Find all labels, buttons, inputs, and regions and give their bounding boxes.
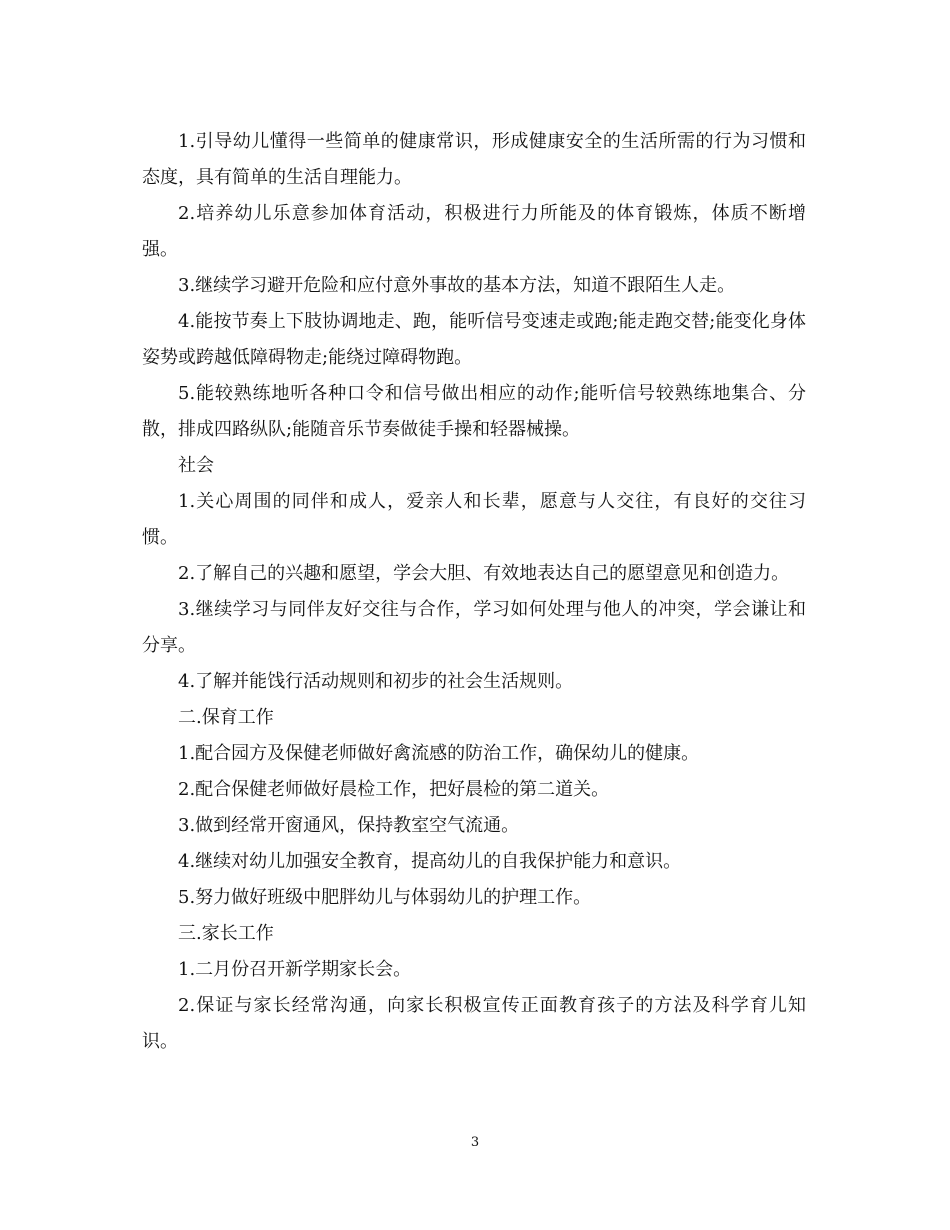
paragraph-health-1: 1.引导幼儿懂得一些简单的健康常识，形成健康安全的生活所需的行为习惯和态度，具有简单的生活自理能力。 xyxy=(142,131,806,188)
paragraph-care-2: 2.配合保健老师做好晨检工作，把好晨检的第二道关。 xyxy=(178,779,610,800)
paragraph-care-1: 1.配合园方及保健老师做好禽流感的防治工作，确保幼儿的健康。 xyxy=(178,743,700,764)
paragraph-social-2: 2.了解自己的兴趣和愿望，学会大胆、有效地表达自己的愿望意见和创造力。 xyxy=(178,563,790,584)
section-heading-parents: 三.家长工作 xyxy=(178,923,274,944)
paragraph-care-4: 4.继续对幼儿加强安全教育，提高幼儿的自我保护能力和意识。 xyxy=(178,851,682,872)
paragraph-health-5: 5.能较熟练地听各种口令和信号做出相应的动作;能听信号较熟练地集合、分散，排成四路纵队;能随音乐节奏做徒手操和轻器械操。 xyxy=(142,383,806,440)
section-heading-social: 社会 xyxy=(178,455,214,476)
paragraph-social-3: 3.继续学习与同伴友好交往与合作，学习如何处理与他人的冲突，学会谦让和分享。 xyxy=(142,599,806,656)
paragraph-care-5: 5.努力做好班级中肥胖幼儿与体弱幼儿的护理工作。 xyxy=(178,887,592,908)
paragraph-health-2: 2.培养幼儿乐意参加体育活动，积极进行力所能及的体育锻炼，体质不断增强。 xyxy=(142,203,806,260)
paragraph-parents-2: 2.保证与家长经常沟通，向家长积极宣传正面教育孩子的方法及科学育儿知识。 xyxy=(142,995,806,1052)
page-number: 3 xyxy=(470,1135,480,1150)
section-heading-care: 二.保育工作 xyxy=(178,707,274,728)
paragraph-health-3: 3.继续学习避开危险和应付意外事故的基本方法，知道不跟陌生人走。 xyxy=(178,275,736,296)
paragraph-health-4: 4.能按节奏上下肢协调地走、跑，能听信号变速走或跑;能走跑交替;能变化身体姿势或跨越低障碍物走;能绕过障碍物跑。 xyxy=(142,311,806,368)
paragraph-social-4: 4.了解并能饯行活动规则和初步的社会生活规则。 xyxy=(178,671,574,692)
paragraph-care-3: 3.做到经常开窗通风，保持教室空气流通。 xyxy=(178,815,520,836)
paragraph-parents-1: 1.二月份召开新学期家长会。 xyxy=(178,959,412,980)
paragraph-social-1: 1.关心周围的同伴和成人，爱亲人和长辈，愿意与人交往，有良好的交往习惯。 xyxy=(142,491,806,548)
document-body xyxy=(142,124,806,1060)
